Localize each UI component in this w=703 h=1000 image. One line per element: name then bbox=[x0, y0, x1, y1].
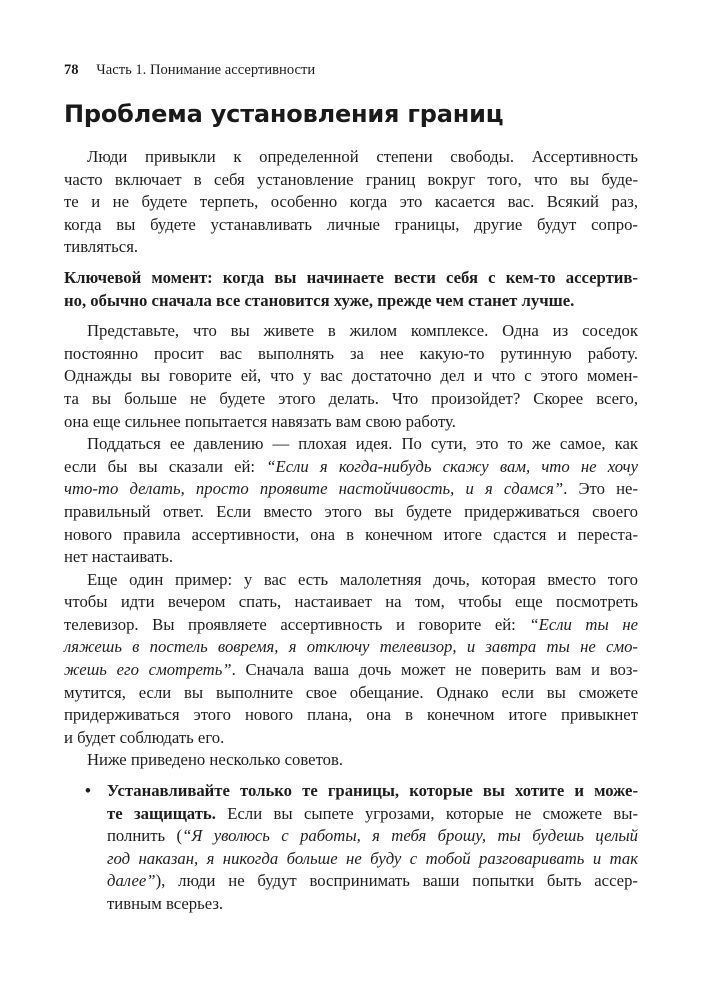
running-title: Часть 1. Понимание ассертивности bbox=[96, 62, 316, 78]
quote-text: ляжешь в постель вовремя, я отключу телевизор, и завтра ты не смо- bbox=[64, 637, 638, 657]
text-line: правильный ответ. Если вместо этого вы будете придерживаться своего bbox=[64, 501, 638, 521]
text-line: Устанавливайте только те границы, которые вы хотите и може- bbox=[107, 781, 638, 801]
text-line: Ключевой момент: когда вы начинаете вести себя с кем-то ассертив- bbox=[64, 267, 638, 287]
quote-text: жешь его смотреть” bbox=[64, 660, 232, 680]
page-body bbox=[64, 146, 638, 916]
text-line: придерживаться этого нового плана, она в конечном итоге привыкнет bbox=[64, 705, 638, 725]
text-line: Однажды вы говорите ей, что у вас достаточно дел и что с этого момен- bbox=[64, 366, 638, 386]
text-line: что-то делать, просто проявите настойчивость, и я сдамся”. Это не- bbox=[64, 479, 638, 499]
paragraph-intro bbox=[64, 146, 638, 259]
text-line: и будет соблюдать его. bbox=[64, 727, 225, 747]
text-line: чтобы идти вечером спать, настаивает на том, чтобы еще посмотреть bbox=[64, 592, 638, 612]
paragraph-daughter bbox=[64, 569, 638, 750]
text-line: далее”), люди не будут воспринимать ваши попытки быть ассер- bbox=[107, 871, 638, 891]
text-line: когда вы будете устанавливать личные границы, другие будут сопро- bbox=[64, 214, 638, 234]
text-line: Представьте, что вы живете в жилом комплексе. Одна из соседок bbox=[87, 321, 638, 341]
text-line: но, обычно сначала все становится хуже, прежде чем станет лучше. bbox=[64, 290, 575, 310]
text-line: тивляться. bbox=[64, 237, 139, 257]
text-line: часто включает в себя установление границ вокруг того, что вы буде- bbox=[64, 169, 638, 189]
text-line: мутится, если вы выполните свое обещание. Однако если вы сможете bbox=[64, 682, 638, 702]
text-line: постоянно просит вас выполнять за нее какую-то рутинную работу. bbox=[64, 343, 638, 363]
paragraph-neighbor bbox=[64, 320, 638, 433]
bullet-icon: • bbox=[85, 781, 91, 801]
key-point bbox=[64, 267, 638, 312]
text-line: полнить (“Я уволюсь с работы, я тебя брошу, ты будешь целый bbox=[107, 826, 639, 846]
text-line: Еще один пример: у вас есть малолетняя дочь, которая вместо того bbox=[87, 569, 638, 589]
text-line: те защищать. Если вы сыпете угрозами, которые не сможете вы- bbox=[107, 803, 638, 823]
bullet-item bbox=[64, 780, 638, 916]
text-line: если бы вы сказали ей: “Если я когда-нибудь скажу вам, что не хочу bbox=[64, 456, 638, 476]
quote-text: далее” bbox=[107, 871, 156, 891]
text-line: та вы больше не будете этого делать. Что произойдет? Скорее всего, bbox=[64, 388, 638, 408]
text-line: нового правила ассертивности, она в конечном итоге сдастся и переста- bbox=[64, 524, 638, 544]
quote-text: “Я уволюсь с работы, я тебя брошу, ты будешь целый bbox=[182, 826, 639, 846]
text-line: жешь его смотреть”. Сначала ваша дочь может не поверить вам и воз- bbox=[64, 660, 638, 680]
quote-text: что-то делать, просто проявите настойчивость, и я сдамся” bbox=[64, 479, 564, 499]
section-title: Проблема установления границ bbox=[64, 100, 504, 128]
text-line bbox=[64, 848, 638, 871]
text-line: те и не будете терпеть, особенно когда это касается вас. Всякий раз, bbox=[64, 192, 638, 212]
quote-text: “Если ты не bbox=[529, 614, 638, 634]
page-number: 78 bbox=[64, 62, 79, 78]
running-header bbox=[64, 62, 315, 79]
quote-text: год наказан, я никогда больше не буду с тобой разговаривать и так bbox=[107, 848, 638, 868]
text-line: Люди привыкли к определенной степени свободы. Ассертивность bbox=[87, 147, 638, 166]
paragraph-pressure bbox=[64, 433, 638, 569]
text-line: она еще сильнее попытается навязать вам свою работу. bbox=[64, 411, 456, 431]
text-line bbox=[64, 636, 638, 659]
text-line: тивным всерьез. bbox=[107, 894, 224, 913]
text-line: Поддаться ее давлению — плохая идея. По сути, это то же самое, как bbox=[87, 434, 638, 454]
paragraph-tips-intro: Ниже приведено несколько советов. bbox=[87, 750, 344, 770]
text-line: нет настаивать. bbox=[64, 547, 174, 567]
text-line: телевизор. Вы проявляете ассертивность и говорите ей: “Если ты не bbox=[64, 614, 638, 634]
quote-text: “Если я когда-нибудь скажу вам, что не хочу bbox=[266, 456, 638, 476]
